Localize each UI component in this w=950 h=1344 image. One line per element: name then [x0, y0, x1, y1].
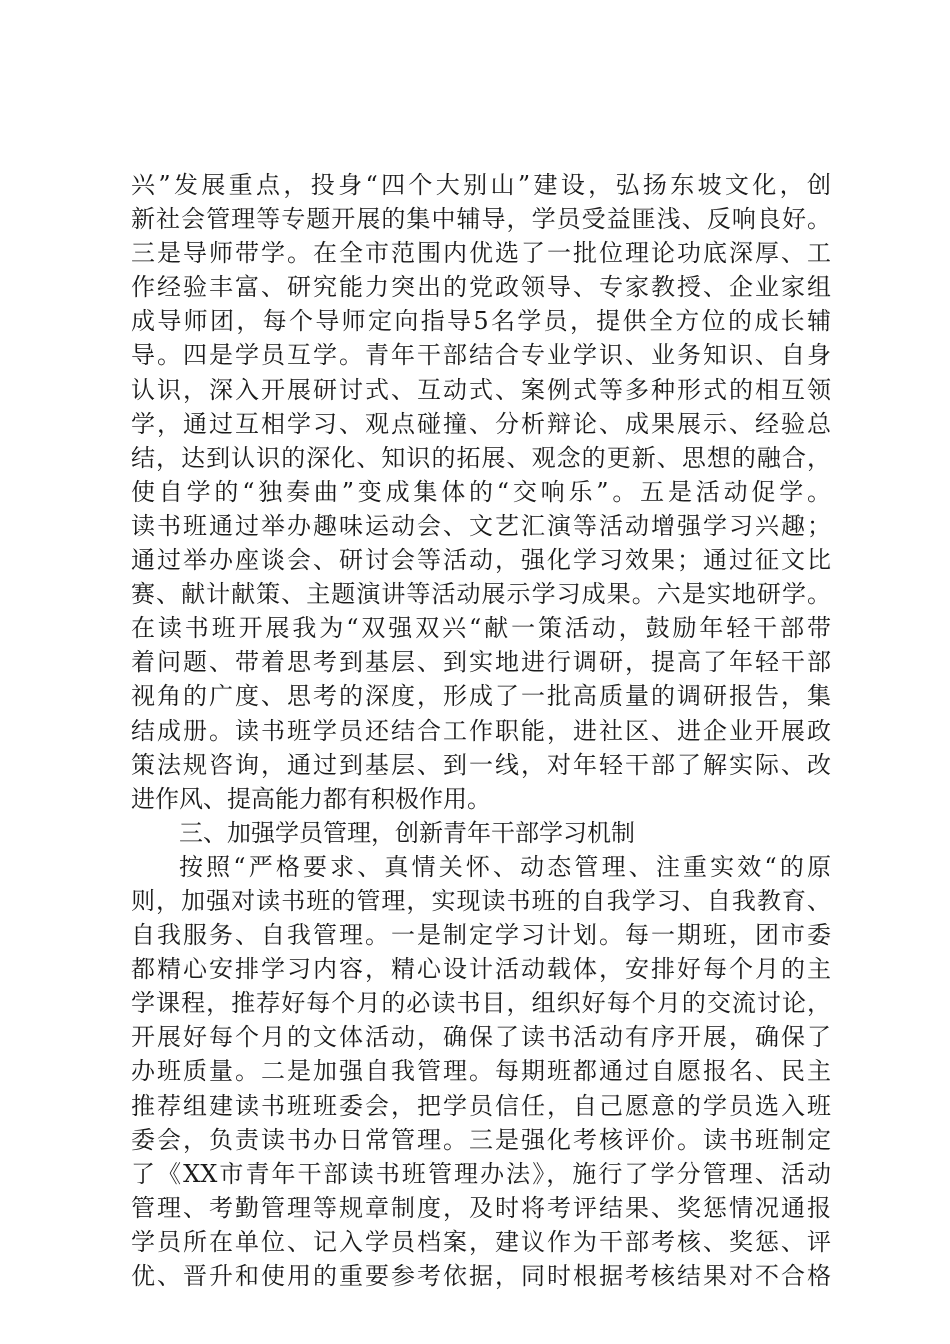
- text-line: 通过举办座谈会、研讨会等活动，强化学习效果；通过征文比: [131, 546, 831, 575]
- text-line: 成导师团，每个导师定向指导5名学员，提供全方位的成长辅: [131, 307, 831, 336]
- text-line: 学，通过互相学习、观点碰撞、分析辩论、成果展示、经验总: [131, 409, 831, 438]
- text-line: 自我服务、自我管理。一是制定学习计划。每一期班，团市委: [131, 921, 831, 950]
- text-line: 推荐组建读书班班委会，把学员信任，自己愿意的学员选入班: [131, 1091, 831, 1120]
- text-line: 读书班通过举办趣味运动会、文艺汇演等活动增强学习兴趣；: [131, 511, 831, 540]
- paragraph-body: [131, 850, 831, 1293]
- text-line: 新社会管理等专题开展的集中辅导，学员受益匪浅、反响良好。: [131, 205, 831, 234]
- text-line: 策法规咨询，通过到基层、到一线，对年轻干部了解实际、改: [131, 750, 831, 779]
- document-body: [131, 168, 831, 1293]
- paragraph-continuation: [131, 168, 831, 816]
- text-line: 委会，负责读书办日常管理。三是强化考核评价。读书班制定: [131, 1125, 831, 1154]
- text-line: 三是导师带学。在全市范围内优选了一批位理论功底深厚、工: [131, 239, 831, 268]
- text-line: 都精心安排学习内容，精心设计活动载体，安排好每个月的主: [131, 955, 831, 984]
- text-line: 学员所在单位、记入学员档案，建议作为干部考核、奖惩、评: [131, 1227, 831, 1256]
- text-line: 管理、考勤管理等规章制度，及时将考评结果、奖惩情况通报: [131, 1193, 831, 1222]
- text-line: 学课程，推荐好每个月的必读书目，组织好每个月的交流讨论，: [131, 989, 831, 1018]
- text-line: 认识，深入开展研讨式、互动式、案例式等多种形式的相互领: [131, 375, 831, 404]
- text-line: 在读书班开展我为“双强双兴“献一策活动，鼓励年轻干部带: [131, 614, 831, 643]
- text-line: 进作风、提高能力都有积极作用。: [131, 784, 491, 813]
- text-line: 则，加强对读书班的管理，实现读书班的自我学习、自我教育、: [131, 886, 831, 915]
- text-line: 视角的广度、思考的深度，形成了一批高质量的调研报告，集: [131, 682, 831, 711]
- section-heading-text: 三、加强学员管理，创新青年干部学习机制: [179, 818, 635, 847]
- text-line: 着问题、带着思考到基层、到实地进行调研，提高了年轻干部: [131, 648, 831, 677]
- text-line: 作经验丰富、研究能力突出的党政领导、专家教授、企业家组: [131, 273, 831, 302]
- text-line: 导。四是学员互学。青年干部结合专业学识、业务知识、自身: [131, 341, 831, 370]
- text-line: 赛、献计献策、主题演讲等活动展示学习成果。六是实地研学。: [131, 580, 831, 609]
- text-line: 优、晋升和使用的重要参考依据，同时根据考核结果对不合格: [131, 1262, 831, 1290]
- text-line: 开展好每个月的文体活动，确保了读书活动有序开展，确保了: [131, 1023, 831, 1052]
- section-heading: [131, 816, 831, 850]
- text-line: 办班质量。二是加强自我管理。每期班都通过自愿报名、民主: [131, 1057, 831, 1086]
- text-line: 兴”发展重点，投身“四个大别山”建设，弘扬东坡文化，创: [131, 171, 831, 199]
- text-line: 按照“严格要求、真情关怀、动态管理、注重实效“的原: [179, 852, 831, 881]
- text-line: 结成册。读书班学员还结合工作职能，进社区、进企业开展政: [131, 716, 831, 745]
- text-line: 结，达到认识的深化、知识的拓展、观念的更新、思想的融合，: [131, 443, 831, 472]
- text-line: 了《XX市青年干部读书班管理办法》，施行了学分管理、活动: [131, 1159, 831, 1188]
- text-line: 使自学的“独奏曲”变成集体的“交响乐”。五是活动促学。: [131, 477, 831, 506]
